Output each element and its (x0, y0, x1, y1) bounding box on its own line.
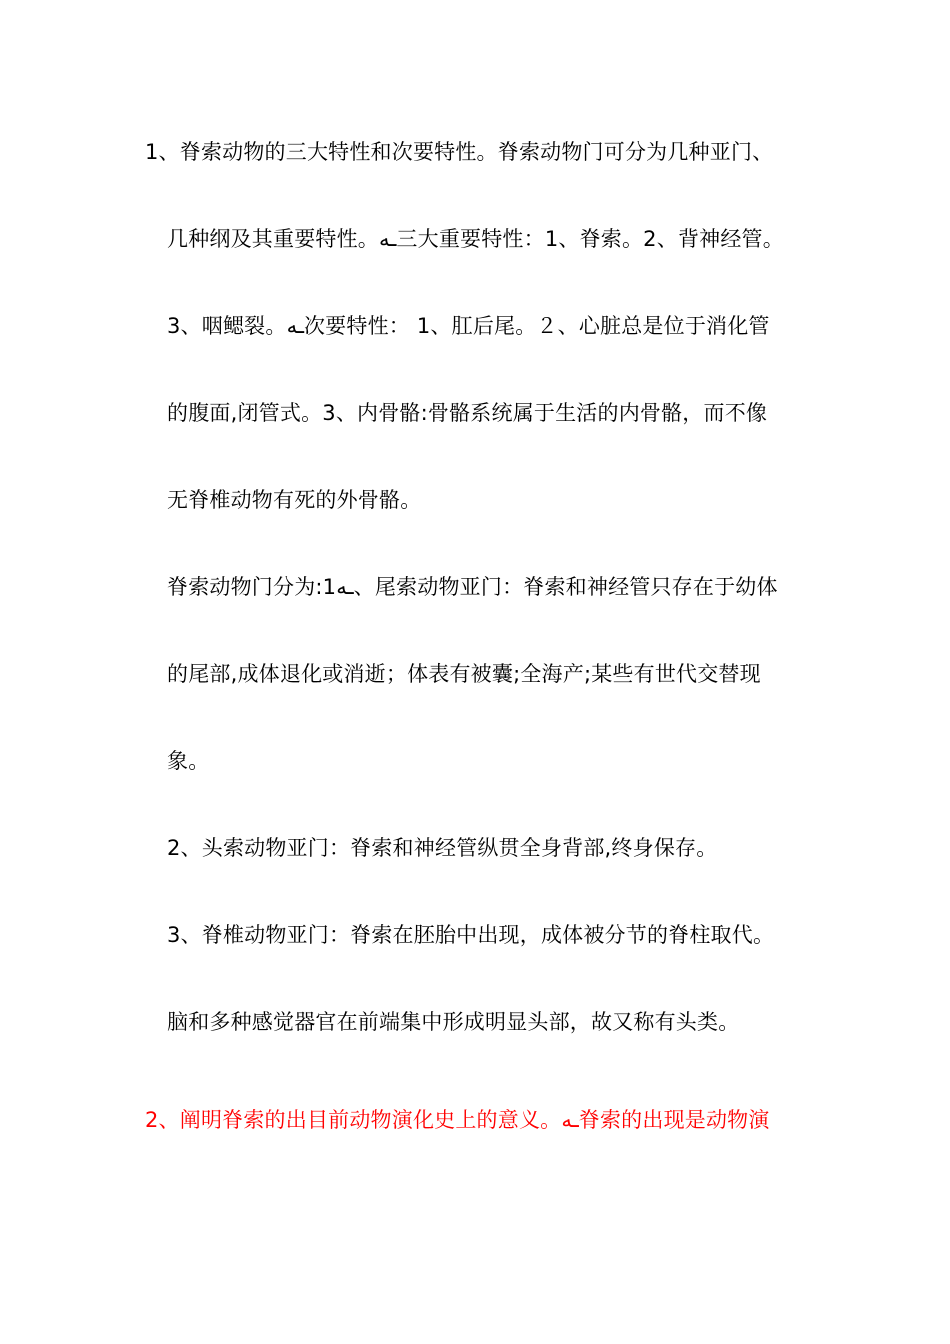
vertebrata-line-1: 3、脊椎动物亚门：脊索在胚胎中出现，成体被分节的脊柱取代。 (167, 923, 775, 947)
question-1-line-5: 无脊椎动物有死的外骨骼。 (167, 488, 422, 512)
question-2-line: 2、阐明脊索的出目前动物演化史上的意义。ـه脊索的出现是动物演 (145, 1108, 770, 1132)
cephalochordata-line: 2、头索动物亚门：脊索和神经管纵贯全身背部,终身保存。 (167, 836, 718, 860)
question-1-line-1: 1、脊索动物的三大特性和次要特性。脊索动物门可分为几种亚门、 (145, 140, 774, 164)
subphylum-intro-line: 脊索动物门分为:1ـه、尾索动物亚门：脊索和神经管只存在于幼体 (167, 575, 778, 599)
question-1-line-3: 3、咽鳃裂。ـه次要特性： 1、肛后尾。２、心脏总是位于消化管 (167, 314, 770, 338)
vertebrata-line-2: 脑和多种感觉器官在前端集中形成明显头部，故又称有头类。 (167, 1010, 740, 1034)
urochordata-line-3: 象。 (167, 749, 210, 773)
question-1-line-2: 几种纲及其重要特性。ـه三大重要特性：1、脊索。2、背神经管。 (167, 227, 784, 251)
urochordata-line-2: 的尾部,成体退化或消逝；体表有被囊;全海产;某些有世代交替现 (167, 662, 761, 686)
question-1-line-4: 的腹面,闭管式。3、内骨骼:骨骼系统属于生活的内骨骼，而不像 (167, 401, 768, 425)
